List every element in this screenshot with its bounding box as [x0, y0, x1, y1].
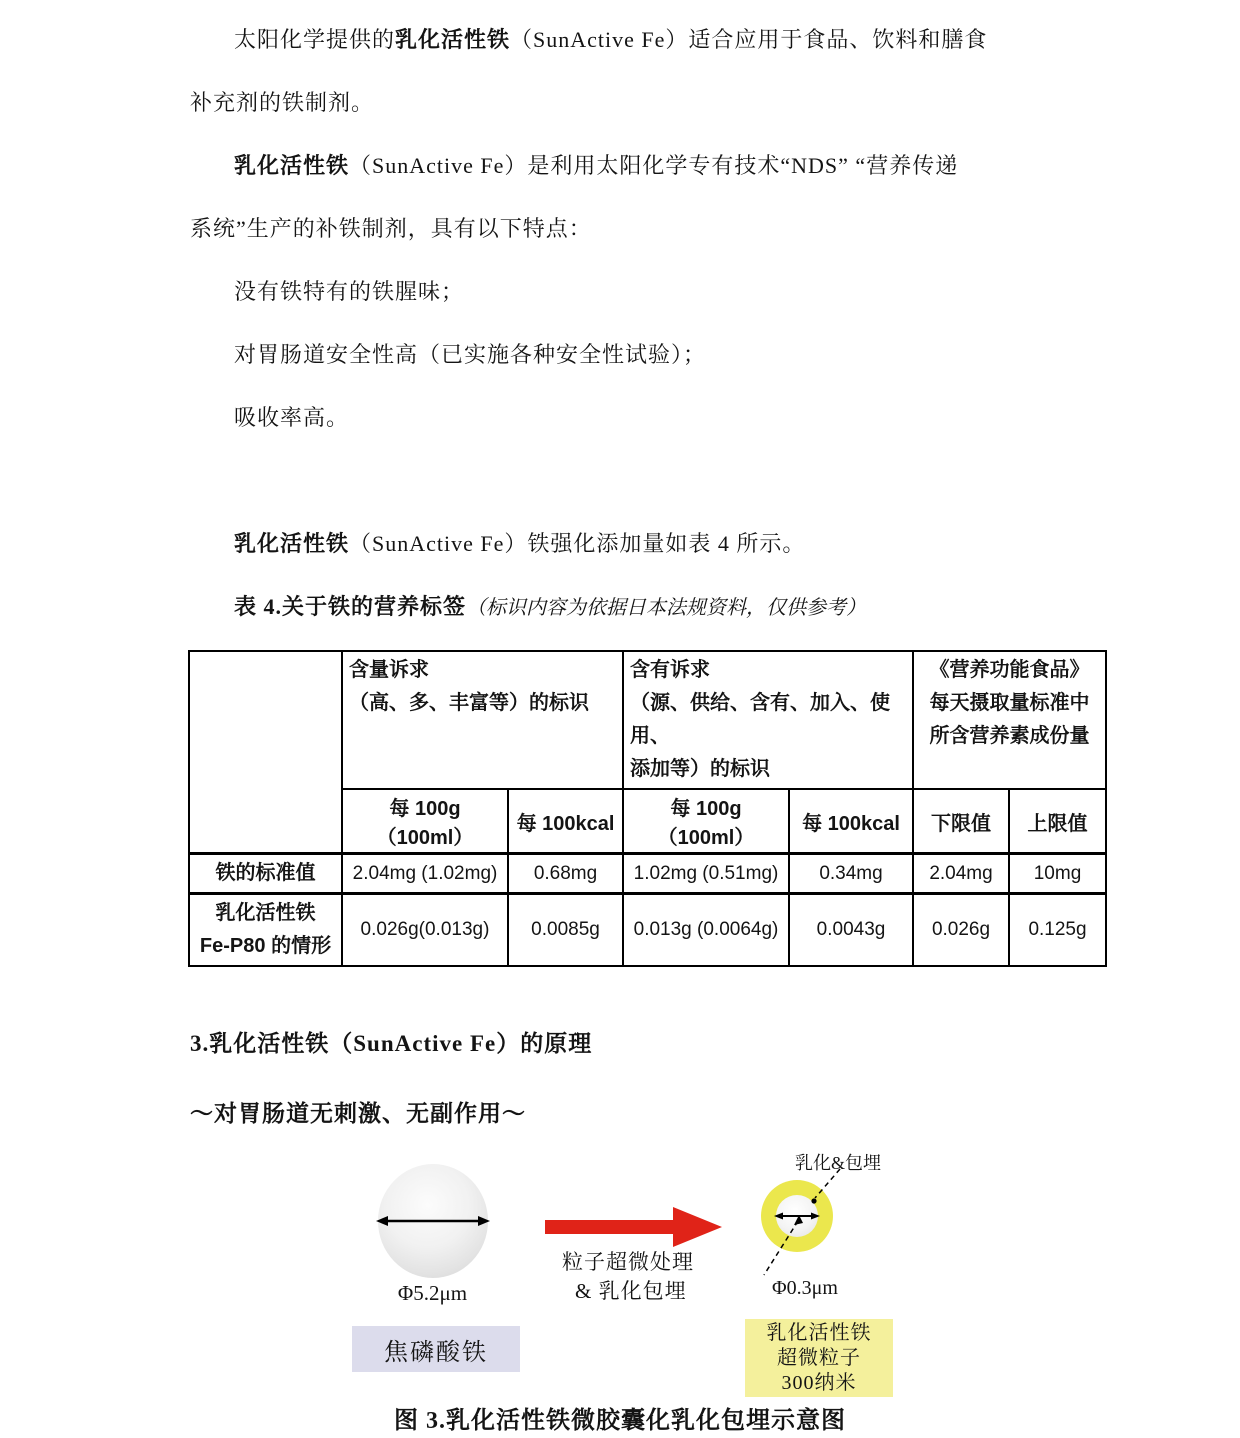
p3-bold-term: 乳化活性铁 — [234, 531, 350, 556]
row2-cell-3: 0.013g (0.0064g) — [623, 894, 789, 967]
blank-line — [190, 449, 1070, 512]
row1-cell-3: 1.02mg (0.51mg) — [623, 854, 789, 894]
table-row-fe-p80 — [189, 894, 1106, 967]
table-title-note: （标识内容为依据日本法规资料，仅供参考） — [466, 597, 867, 619]
group1-line1: 含量诉求 — [349, 659, 429, 681]
subheader-per100kcal-2: 每 100kcal — [789, 789, 913, 854]
paragraph-1-line-1 — [190, 8, 1070, 71]
paragraph-3 — [190, 512, 1070, 575]
row2-label-line1: 乳化活性铁 — [215, 902, 316, 924]
process-arrow-icon — [545, 1207, 722, 1247]
row1-cell-2: 0.68mg — [508, 854, 623, 894]
small-diameter-label: Φ0.3μm — [772, 1277, 838, 1299]
group2-line2: （源、供给、含有、加入、使用、 — [630, 692, 890, 747]
section-heading: 3.乳化活性铁（SunActive Fe）的原理 — [190, 1031, 593, 1056]
paragraph-1-line-2: 补充剂的铁制剂。 — [190, 90, 375, 115]
table-title-main: 表 4.关于铁的营养标签 — [234, 594, 467, 619]
sunactive-particle-box — [745, 1319, 893, 1397]
group3-line2: 每天摄取量标准中 — [929, 692, 1090, 714]
subheader-per100g-2: 每 100g（100ml） — [623, 789, 789, 854]
p1-text-c: （SunActive Fe）适合应用于食品、饮料和膳食 — [510, 27, 988, 52]
bullet-3: 吸收率高。 — [234, 405, 350, 430]
bullet-1: 没有铁特有的铁腥味； — [234, 279, 465, 304]
subheader-per100g-1: 每 100g（100ml） — [342, 789, 508, 854]
yellow-box-line3: 300纳米 — [781, 1371, 857, 1394]
p1-text-a: 太阳化学提供的 — [234, 27, 396, 52]
table-row-iron-standard — [189, 854, 1106, 894]
coating-label: 乳化&包埋 — [795, 1153, 882, 1173]
row2-label — [189, 894, 342, 967]
yellow-box-line1: 乳化活性铁 — [766, 1321, 872, 1344]
row1-cell-6: 10mg — [1009, 854, 1106, 894]
group2-line3: 添加等）的标识 — [630, 758, 770, 780]
process-text-line1: 粒子超微处理 — [562, 1250, 694, 1274]
row1-cell-4: 0.34mg — [789, 854, 913, 894]
corner-cell — [189, 651, 342, 854]
row1-cell-5: 2.04mg — [913, 854, 1009, 894]
subheader-upper-limit: 上限值 — [1009, 789, 1106, 854]
subheader-lower-limit: 下限值 — [913, 789, 1009, 854]
bullet-2: 对胃肠道安全性高（已实施各种安全性试验）； — [234, 342, 707, 367]
p1-bold-term: 乳化活性铁 — [395, 27, 511, 52]
row1-cell-1: 2.04mg (1.02mg) — [342, 854, 508, 894]
section-subheading: ～对胃肠道无刺激、无副作用～ — [190, 1101, 526, 1126]
group1-line2: （高、多、丰富等）的标识 — [349, 692, 589, 714]
process-text-line2: & 乳化包埋 — [575, 1279, 687, 1303]
nutrition-table — [188, 650, 1107, 967]
row2-cell-1: 0.026g(0.013g) — [342, 894, 508, 967]
group-header-content-claim — [342, 651, 623, 789]
row2-cell-6: 0.125g — [1009, 894, 1106, 967]
row2-label-line2: Fe-P80 的情形 — [199, 935, 332, 957]
core-pointer-line — [764, 1215, 803, 1275]
paragraph-2-line-1 — [190, 134, 1070, 197]
group3-line3: 所含营养素成份量 — [929, 725, 1090, 747]
p3-text-a: （SunActive Fe）铁强化添加量如表 4 所示。 — [349, 531, 806, 556]
figure-caption: 图 3.乳化活性铁微胶囊化乳化包埋示意图 — [394, 1408, 846, 1434]
paragraph-2-line-2: 系统”生产的补铁制剂，具有以下特点： — [190, 216, 592, 241]
group-header-contain-claim — [623, 651, 913, 789]
row2-cell-5: 0.026g — [913, 894, 1009, 967]
yellow-box-line2: 超微粒子 — [777, 1346, 861, 1369]
group3-line1: 《营养功能食品》 — [929, 659, 1090, 681]
diameter-arrow-large — [376, 1216, 490, 1226]
ferric-pyrophosphate-box: 焦磷酸铁 — [352, 1326, 520, 1372]
subheader-per100kcal-1: 每 100kcal — [508, 789, 623, 854]
group-header-functional-food — [913, 651, 1106, 789]
large-diameter-label: Φ5.2μm — [397, 1281, 468, 1305]
group2-line1: 含有诉求 — [630, 659, 710, 681]
row2-cell-4: 0.0043g — [789, 894, 913, 967]
row1-label: 铁的标准值 — [189, 854, 342, 894]
microencapsulation-diagram — [0, 1149, 1240, 1404]
p2-bold-term: 乳化活性铁 — [234, 153, 350, 178]
p2-text-a: （SunActive Fe）是利用太阳化学专有技术“NDS” “营养传递 — [349, 153, 959, 178]
row2-cell-2: 0.0085g — [508, 894, 623, 967]
diameter-arrow-small — [774, 1213, 820, 1220]
table-title — [190, 575, 1070, 640]
